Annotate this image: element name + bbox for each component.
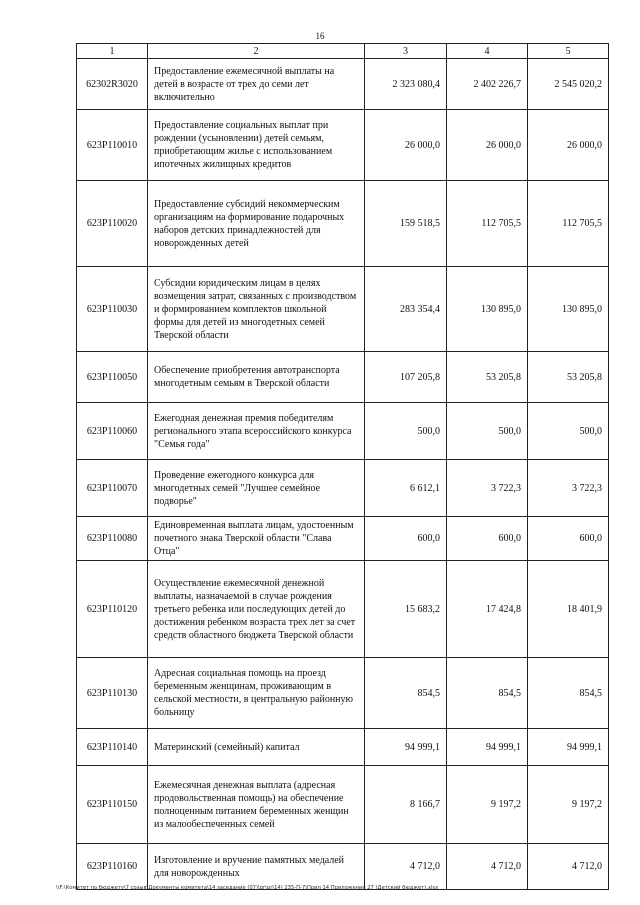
budget-code: 62302R3020 xyxy=(77,59,148,110)
amount-col4: 26 000,0 xyxy=(447,110,528,181)
amount-col5: 854,5 xyxy=(528,658,609,729)
amount-col3: 15 683,2 xyxy=(365,561,447,658)
table-row xyxy=(77,59,609,110)
column-header: 4 xyxy=(447,44,528,59)
column-header: 3 xyxy=(365,44,447,59)
budget-code: 623P110070 xyxy=(77,460,148,517)
amount-col4: 4 712,0 xyxy=(447,844,528,890)
row-description: Изготовление и вручение памятных медалей для новорожденных xyxy=(148,844,365,890)
amount-col5: 26 000,0 xyxy=(528,110,609,181)
amount-col3: 283 354,4 xyxy=(365,267,447,352)
amount-col4: 600,0 xyxy=(447,517,528,561)
amount-col3: 2 323 080,4 xyxy=(365,59,447,110)
column-header: 1 xyxy=(77,44,148,59)
amount-col4: 17 424,8 xyxy=(447,561,528,658)
budget-code: 623P110120 xyxy=(77,561,148,658)
amount-col3: 600,0 xyxy=(365,517,447,561)
row-description: Ежегодная денежная премия победителям регионального этапа всероссийского конкурса "Семья года" xyxy=(148,403,365,460)
amount-col4: 9 197,2 xyxy=(447,766,528,844)
row-description: Предоставление ежемесячной выплаты на детей в возрасте от трех до семи лет включительно xyxy=(148,59,365,110)
amount-col3: 107 205,8 xyxy=(365,352,447,403)
amount-col5: 94 999,1 xyxy=(528,729,609,766)
row-description: Предоставление социальных выплат при рождении (усыновлении) детей семьям, приобретающим жилье с использованием ипотечных жилищных кредитов xyxy=(148,110,365,181)
table-row xyxy=(77,352,609,403)
amount-col4: 3 722,3 xyxy=(447,460,528,517)
amount-col3: 500,0 xyxy=(365,403,447,460)
table-row xyxy=(77,766,609,844)
amount-col4: 94 999,1 xyxy=(447,729,528,766)
budget-code: 623P110020 xyxy=(77,181,148,267)
budget-code: 623P110030 xyxy=(77,267,148,352)
column-header: 5 xyxy=(528,44,609,59)
amount-col4: 854,5 xyxy=(447,658,528,729)
amount-col5: 53 205,8 xyxy=(528,352,609,403)
amount-col3: 6 612,1 xyxy=(365,460,447,517)
budget-code: 623P110160 xyxy=(77,844,148,890)
budget-table xyxy=(76,43,609,890)
budget-code: 623P110140 xyxy=(77,729,148,766)
table-row xyxy=(77,658,609,729)
header-row xyxy=(77,44,609,59)
amount-col5: 3 722,3 xyxy=(528,460,609,517)
budget-code: 623P110130 xyxy=(77,658,148,729)
amount-col5: 18 401,9 xyxy=(528,561,609,658)
row-description: Предоставление субсидий некоммерческим организациям на формирование подарочных наборов детских принадлежностей для новорожденных детей xyxy=(148,181,365,267)
table-row xyxy=(77,517,609,561)
amount-col3: 4 712,0 xyxy=(365,844,447,890)
row-description: Адресная социальная помощь на проезд беременным женщинам, проживающим в сельской местности, в центральную районную больницу xyxy=(148,658,365,729)
amount-col5: 4 712,0 xyxy=(528,844,609,890)
budget-code: 623P110080 xyxy=(77,517,148,561)
row-description: Единовременная выплата лицам, удостоенным почетного знака Тверской области "Слава Отца" xyxy=(148,517,365,561)
amount-col3: 8 166,7 xyxy=(365,766,447,844)
row-description: Обеспечение приобретения автотранспорта многодетным семьям в Тверской области xyxy=(148,352,365,403)
budget-code: 623P110060 xyxy=(77,403,148,460)
amount-col3: 854,5 xyxy=(365,658,447,729)
row-description: Проведение ежегодного конкурса для многодетных семей "Лучшее семейное подворье" xyxy=(148,460,365,517)
row-description: Ежемесячная денежная выплата (адресная продовольственная помощь) на обеспечение полноценным питанием беременных женщин из малообеспеченных семей xyxy=(148,766,365,844)
table-row xyxy=(77,110,609,181)
budget-code: 623P110050 xyxy=(77,352,148,403)
amount-col5: 130 895,0 xyxy=(528,267,609,352)
table-row xyxy=(77,267,609,352)
file-path-footer: \\F:\Комитет по бюджету\7 созыв\Документы комитета\14 заседание (07)\pr\pr\14) 235-П-7\Прил 14 Приложение 27 (Детский бюджет).xlsx xyxy=(56,885,439,891)
amount-col3: 26 000,0 xyxy=(365,110,447,181)
budget-code: 623P110150 xyxy=(77,766,148,844)
amount-col5: 9 197,2 xyxy=(528,766,609,844)
amount-col4: 500,0 xyxy=(447,403,528,460)
amount-col3: 159 518,5 xyxy=(365,181,447,267)
table-row xyxy=(77,460,609,517)
amount-col3: 94 999,1 xyxy=(365,729,447,766)
amount-col4: 130 895,0 xyxy=(447,267,528,352)
amount-col4: 53 205,8 xyxy=(447,352,528,403)
amount-col4: 2 402 226,7 xyxy=(447,59,528,110)
table-row xyxy=(77,844,609,890)
amount-col5: 2 545 020,2 xyxy=(528,59,609,110)
amount-col5: 600,0 xyxy=(528,517,609,561)
table-row xyxy=(77,729,609,766)
page-number: 16 xyxy=(315,31,325,41)
row-description: Субсидии юридическим лицам в целях возмещения затрат, связанных с производством и формированием комплектов школьной формы для детей из многодетных семей Тверской области xyxy=(148,267,365,352)
row-description: Осуществление ежемесячной денежной выплаты, назначаемой в случае рождения третьего ребенка или последующих детей до достижения ребенком возраста трех лет за счет средств областного бюджета Тверской области xyxy=(148,561,365,658)
amount-col5: 112 705,5 xyxy=(528,181,609,267)
table-row xyxy=(77,181,609,267)
budget-code: 623P110010 xyxy=(77,110,148,181)
column-header: 2 xyxy=(148,44,365,59)
table-row xyxy=(77,561,609,658)
amount-col4: 112 705,5 xyxy=(447,181,528,267)
row-description: Материнский (семейный) капитал xyxy=(148,729,365,766)
table-row xyxy=(77,403,609,460)
amount-col5: 500,0 xyxy=(528,403,609,460)
